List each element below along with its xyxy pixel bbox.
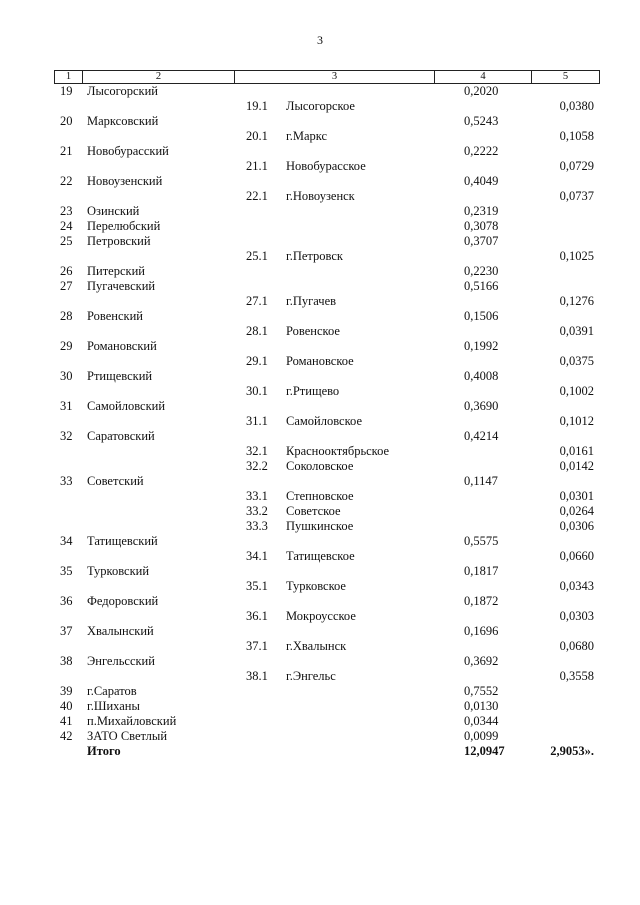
value-col4: 0,5243 (464, 114, 499, 128)
table-row (0, 174, 640, 189)
row-number: 19 (60, 84, 73, 98)
sub-number: 27.1 (246, 294, 268, 308)
value-col4: 0,1872 (464, 594, 499, 608)
settlement-name: г.Новоузенск (286, 189, 355, 203)
table-row (0, 204, 640, 219)
value-col4: 0,2230 (464, 264, 499, 278)
value-col5: 0,0680 (559, 639, 594, 653)
total-row (0, 744, 640, 759)
value-col4: 0,3692 (464, 654, 499, 668)
table-row (0, 114, 640, 129)
row-number: 42 (60, 729, 73, 743)
row-number: 36 (60, 594, 73, 608)
sub-number: 38.1 (246, 669, 268, 683)
value-col5: 0,0161 (559, 444, 594, 458)
table-row (0, 504, 640, 519)
table-row (0, 399, 640, 414)
table-row (0, 249, 640, 264)
value-col5: 0,0380 (559, 99, 594, 113)
row-number: 21 (60, 144, 73, 158)
total-col4: 12,0947 (464, 744, 505, 758)
table-row (0, 279, 640, 294)
settlement-name: г.Энгельс (286, 669, 336, 683)
settlement-name: г.Ртищево (286, 384, 340, 398)
total-label: Итого (87, 744, 121, 758)
sub-number: 36.1 (246, 609, 268, 623)
table-header (54, 70, 600, 84)
value-col5: 0,0660 (559, 549, 594, 563)
sub-number: 31.1 (246, 414, 268, 428)
sub-number: 21.1 (246, 159, 268, 173)
table-row (0, 264, 640, 279)
value-col5: 0,1002 (559, 384, 594, 398)
table-row (0, 624, 640, 639)
table-row (0, 639, 640, 654)
header-col-2: 2 (83, 71, 235, 83)
table-row (0, 129, 640, 144)
table-row (0, 354, 640, 369)
row-number: 26 (60, 264, 73, 278)
settlement-name: г.Хвалынск (286, 639, 347, 653)
value-col5: 0,0375 (559, 354, 594, 368)
table-row (0, 144, 640, 159)
row-number: 29 (60, 339, 73, 353)
settlement-name: г.Петровск (286, 249, 343, 263)
value-col4: 0,5575 (464, 534, 499, 548)
table-row (0, 519, 640, 534)
sub-number: 33.2 (246, 504, 268, 518)
district-name: Самойловский (87, 399, 166, 413)
value-col4: 0,1696 (464, 624, 499, 638)
settlement-name: Мокроусское (286, 609, 356, 623)
sub-number: 19.1 (246, 99, 268, 113)
value-col4: 0,0099 (464, 729, 499, 743)
table-row (0, 729, 640, 744)
settlement-name: Соколовское (286, 459, 354, 473)
row-number: 35 (60, 564, 73, 578)
settlement-name: Романовское (286, 354, 354, 368)
sub-number: 32.2 (246, 459, 268, 473)
row-number: 23 (60, 204, 73, 218)
value-col5: 0,0264 (559, 504, 594, 518)
table-row (0, 414, 640, 429)
district-name: г.Шиханы (87, 699, 140, 713)
header-col-3: 3 (235, 71, 435, 83)
district-name: Саратовский (87, 429, 155, 443)
table-row (0, 684, 640, 699)
value-col5: 0,0737 (559, 189, 594, 203)
district-name: Питерский (87, 264, 145, 278)
district-name: Турковский (87, 564, 150, 578)
district-name: Советский (87, 474, 144, 488)
settlement-name: Самойловское (286, 414, 362, 428)
value-col4: 0,4008 (464, 369, 499, 383)
table-row (0, 384, 640, 399)
district-name: Хвалынский (87, 624, 154, 638)
district-name: Перелюбский (87, 219, 161, 233)
district-name: Петровский (87, 234, 151, 248)
table-row (0, 669, 640, 684)
value-col4: 0,1817 (464, 564, 499, 578)
settlement-name: Турковское (286, 579, 346, 593)
sub-number: 22.1 (246, 189, 268, 203)
settlement-name: г.Маркс (286, 129, 328, 143)
sub-number: 29.1 (246, 354, 268, 368)
table-row (0, 159, 640, 174)
district-name: Федоровский (87, 594, 159, 608)
value-col5: 0,0303 (559, 609, 594, 623)
settlement-name: Татищевское (286, 549, 355, 563)
table-row (0, 219, 640, 234)
value-col5: 0,0306 (559, 519, 594, 533)
table-row (0, 459, 640, 474)
row-number: 33 (60, 474, 73, 488)
table-row (0, 189, 640, 204)
sub-number: 34.1 (246, 549, 268, 563)
value-col5: 0,0142 (559, 459, 594, 473)
table-row (0, 309, 640, 324)
district-name: г.Саратов (87, 684, 137, 698)
value-col4: 0,0130 (464, 699, 499, 713)
value-col4: 0,3078 (464, 219, 499, 233)
district-name: Новоузенский (87, 174, 163, 188)
table-row (0, 549, 640, 564)
row-number: 30 (60, 369, 73, 383)
table-row (0, 534, 640, 549)
row-number: 37 (60, 624, 73, 638)
table-row (0, 714, 640, 729)
row-number: 24 (60, 219, 73, 233)
value-col4: 0,3707 (464, 234, 499, 248)
table-row (0, 339, 640, 354)
table-row (0, 474, 640, 489)
row-number: 25 (60, 234, 73, 248)
row-number: 41 (60, 714, 73, 728)
settlement-name: г.Пугачев (286, 294, 337, 308)
value-col4: 0,0344 (464, 714, 499, 728)
settlement-name: Новобурасское (286, 159, 366, 173)
value-col4: 0,4214 (464, 429, 499, 443)
table-row (0, 444, 640, 459)
settlement-name: Степновское (286, 489, 354, 503)
row-number: 28 (60, 309, 73, 323)
table-body (0, 84, 640, 759)
district-name: Энгельсский (87, 654, 155, 668)
table-row (0, 579, 640, 594)
row-number: 39 (60, 684, 73, 698)
settlement-name: Лысогорское (286, 99, 355, 113)
table-row (0, 234, 640, 249)
district-name: Татищевский (87, 534, 158, 548)
value-col5: 0,0729 (559, 159, 594, 173)
settlement-name: Краснооктябрьское (286, 444, 390, 458)
value-col4: 0,2020 (464, 84, 499, 98)
table-row (0, 369, 640, 384)
district-name: Пугачевский (87, 279, 156, 293)
value-col5: 0,1025 (559, 249, 594, 263)
sub-number: 28.1 (246, 324, 268, 338)
sub-number: 37.1 (246, 639, 268, 653)
row-number: 31 (60, 399, 73, 413)
sub-number: 32.1 (246, 444, 268, 458)
value-col4: 0,2222 (464, 144, 499, 158)
table-row (0, 594, 640, 609)
row-number: 32 (60, 429, 73, 443)
table-row (0, 429, 640, 444)
district-name: ЗАТО Светлый (87, 729, 168, 743)
sub-number: 33.3 (246, 519, 268, 533)
table-row (0, 654, 640, 669)
value-col5: 0,3558 (559, 669, 594, 683)
value-col4: 0,1506 (464, 309, 499, 323)
district-name: Ровенский (87, 309, 143, 323)
settlement-name: Советское (286, 504, 341, 518)
table-row (0, 84, 640, 99)
row-number: 34 (60, 534, 73, 548)
value-col4: 0,1992 (464, 339, 499, 353)
district-name: Озинский (87, 204, 140, 218)
row-number: 38 (60, 654, 73, 668)
value-col4: 0,1147 (464, 474, 498, 488)
district-name: Лысогорский (87, 84, 158, 98)
district-name: Марксовский (87, 114, 159, 128)
table-row (0, 99, 640, 114)
sub-number: 30.1 (246, 384, 268, 398)
value-col5: 0,0301 (559, 489, 594, 503)
row-number: 20 (60, 114, 73, 128)
district-name: Романовский (87, 339, 157, 353)
value-col4: 0,3690 (464, 399, 499, 413)
table-row (0, 294, 640, 309)
value-col4: 0,2319 (464, 204, 499, 218)
settlement-name: Ровенское (286, 324, 340, 338)
table-row (0, 324, 640, 339)
district-name: Ртищевский (87, 369, 153, 383)
settlement-name: Пушкинское (286, 519, 354, 533)
value-col5: 0,0343 (559, 579, 594, 593)
sub-number: 20.1 (246, 129, 268, 143)
table-row (0, 564, 640, 579)
row-number: 22 (60, 174, 73, 188)
value-col5: 0,0391 (559, 324, 594, 338)
page-number: 3 (317, 33, 323, 47)
table-row (0, 699, 640, 714)
sub-number: 33.1 (246, 489, 268, 503)
header-col-5: 5 (562, 71, 569, 82)
row-number: 27 (60, 279, 73, 293)
value-col5: 0,1276 (559, 294, 594, 308)
district-name: Новобурасский (87, 144, 169, 158)
value-col4: 0,5166 (464, 279, 499, 293)
table-row (0, 489, 640, 504)
table-row (0, 609, 640, 624)
sub-number: 25.1 (246, 249, 268, 263)
value-col5: 0,1012 (559, 414, 594, 428)
value-col5: 0,1058 (559, 129, 594, 143)
sub-number: 35.1 (246, 579, 268, 593)
total-col5: 2,9053». (550, 744, 594, 758)
value-col4: 0,7552 (464, 684, 499, 698)
row-number: 40 (60, 699, 73, 713)
district-name: п.Михайловский (87, 714, 177, 728)
header-col-1: 1 (55, 71, 83, 83)
header-col-4: 4 (435, 71, 532, 83)
value-col4: 0,4049 (464, 174, 499, 188)
